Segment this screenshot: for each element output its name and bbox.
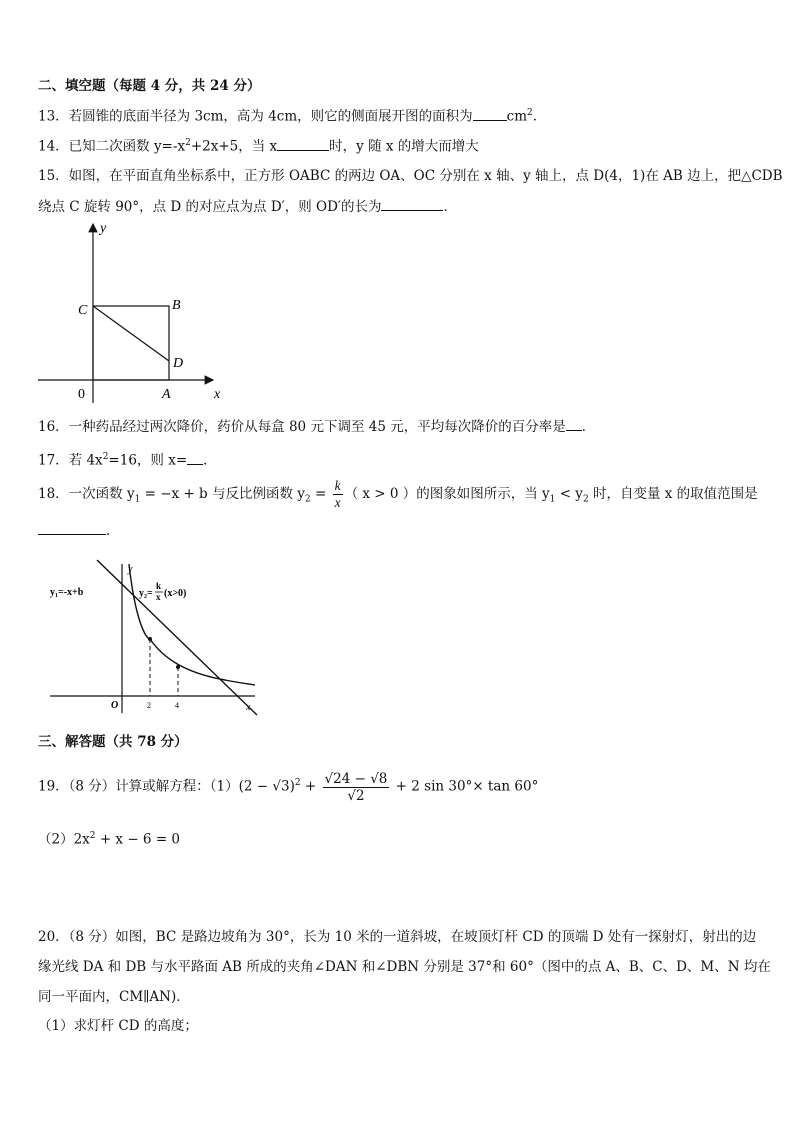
- question-14-sup: 2: [185, 138, 191, 148]
- question-20-line-3-text: 同一平面内，CM∥AN)．: [38, 989, 190, 1005]
- question-14-mid: +2x+5，当 x: [190, 138, 278, 155]
- label-c: C: [78, 303, 88, 318]
- fraction-denominator: √2: [347, 787, 365, 804]
- section-2-title: [38, 76, 260, 96]
- inverse-function-curve: [129, 564, 255, 685]
- fraction-numerator: √24 − √8: [324, 770, 388, 787]
- fraction-numerator: k: [334, 478, 341, 493]
- question-19-part-2: [38, 826, 180, 850]
- question-16-text: 16．一种药品经过两次降价，药价从每盒 80 元下调至 45 元，平均每次降价的百分率是: [38, 419, 566, 435]
- segment-cd: [93, 306, 169, 361]
- question-14: [38, 133, 479, 157]
- question-15-line-1-text: 15．如图，在平面直角坐标系中，正方形 OABC 的两边 OA、OC 分别在 x 轴、y 轴上，点 D(4，1)在 AB 边上，把△CDB: [38, 168, 783, 184]
- figure-18-function-graph: [45, 558, 265, 718]
- question-18-eq: =: [310, 486, 331, 502]
- section-2-title-text: 二、填空题（每题 4 分，共 24 分）: [38, 78, 261, 94]
- answer-blank-16[interactable]: [566, 416, 582, 431]
- question-18-sub2: 2: [304, 494, 311, 505]
- linear-function-line: [97, 560, 257, 715]
- question-18-sub3: 1: [549, 494, 556, 505]
- question-17-mid: =16，则 x=: [108, 452, 188, 469]
- label-d: D: [173, 356, 184, 371]
- label-y: y: [100, 221, 107, 236]
- question-14-pre: 14．已知二次函数 y=-x: [38, 138, 186, 155]
- question-13-unit: cm: [506, 108, 528, 125]
- question-16: [38, 416, 595, 437]
- question-17-sup: 2: [102, 452, 109, 462]
- intersection-point-1: [148, 637, 152, 641]
- question-15-line-2-text: 绕点 C 旋转 90°，点 D 的对应点为点 D′，则 OD′的长为: [38, 199, 382, 215]
- question-19: [38, 766, 538, 804]
- question-17-pre: 17．若 4x: [38, 452, 103, 469]
- fraction-sqrt: [323, 771, 390, 804]
- answer-blank-18[interactable]: [38, 520, 106, 535]
- answer-blank-15[interactable]: [381, 196, 443, 211]
- tick-2: 2: [147, 701, 151, 710]
- label-y: y: [128, 564, 133, 575]
- question-19-part-2-pre: （2）2x: [38, 831, 90, 848]
- question-18-line-2: [38, 520, 120, 541]
- fraction-k-over-x: [333, 478, 343, 511]
- fraction-denominator: x: [334, 495, 341, 510]
- question-19-sup: 2: [294, 778, 301, 788]
- answer-blank-13[interactable]: [473, 106, 507, 121]
- question-15-line-1: [38, 166, 783, 186]
- label-x: x: [214, 387, 221, 402]
- question-19-expr1: (2 − √3): [238, 778, 295, 795]
- question-18-sub4: 2: [582, 494, 589, 505]
- question-19-plus: +: [300, 778, 321, 795]
- question-20-line-2-text: 缘光线 DA 和 DB 与水平路面 AB 所成的夹角∠DAN 和∠DBN 分别是 37°和 60°（图中的点 A、B、C、D、M、N 均在: [38, 959, 771, 975]
- question-15-line-2-end: ．: [443, 199, 457, 215]
- tick-4: 4: [175, 701, 179, 710]
- question-13-end: .: [532, 108, 538, 125]
- label-x: x: [246, 702, 251, 713]
- question-19-part-2-sup: 2: [89, 831, 96, 841]
- answer-blank-17[interactable]: [187, 450, 203, 465]
- square-oabc: [93, 306, 169, 380]
- question-18-sub1: 1: [134, 494, 141, 505]
- label-o: O: [111, 700, 119, 711]
- label-y2-post: (x>0): [164, 588, 187, 599]
- label-y1: y₁=-x+b: [50, 587, 84, 598]
- question-20-line-2: [38, 957, 771, 977]
- question-18: [38, 478, 758, 511]
- question-18-lt: < y: [555, 486, 583, 502]
- question-18-cond: （ x > 0 ）的图象如图所示，当 y: [344, 486, 550, 502]
- question-13-text: 13．若圆锥的底面半径为 3cm，高为 4cm，则它的侧面展开图的面积为: [38, 108, 473, 125]
- question-19-post: + 2 sin 30°× tan 60°: [391, 778, 539, 795]
- label-o: 0: [78, 387, 85, 402]
- question-18-f1: = −x + b 与反比例函数 y: [140, 486, 305, 502]
- question-16-end: ．: [581, 419, 596, 435]
- section-3-title: [38, 732, 188, 752]
- question-14-post: 时，y 随 x 的增大而增大: [329, 138, 479, 155]
- question-13: [38, 103, 537, 127]
- question-13-unit-sup: 2: [527, 108, 533, 118]
- question-20-line-1: [38, 927, 756, 947]
- question-18-post: 时，自变量 x 的取值范围是: [588, 486, 758, 502]
- question-18-pre: 18．一次函数 y: [38, 486, 135, 502]
- question-20-line-1-text: 20．（8 分）如图，BC 是路边坡角为 30°，长为 10 米的一道斜坡，在坡顶灯杆 CD 的顶端 D 处有一探射灯，射出的边: [38, 929, 757, 945]
- question-19-pre: 19．（8 分）计算或解方程：（1）: [38, 778, 239, 795]
- label-y2-den: x: [156, 592, 161, 602]
- question-20-line-3: [38, 987, 190, 1007]
- question-20-line-4: [38, 1016, 198, 1036]
- intersection-point-2: [176, 665, 180, 669]
- label-y2-num: k: [156, 581, 162, 591]
- section-3-title-text: 三、解答题（共 78 分）: [38, 734, 188, 750]
- figure-15-coordinate-square: [30, 218, 230, 404]
- label-b: B: [172, 298, 181, 313]
- question-17: [38, 447, 217, 471]
- label-a: A: [162, 387, 171, 402]
- answer-blank-14[interactable]: [277, 136, 329, 151]
- question-15-line-2: [38, 196, 457, 217]
- question-20-line-4-text: （1）求灯杆 CD 的高度；: [38, 1018, 198, 1034]
- question-17-end: ．: [203, 452, 217, 469]
- question-18-end: ．: [106, 523, 120, 539]
- question-19-part-2-post: + x − 6 = 0: [95, 831, 181, 848]
- label-y2-pre: y₂=: [139, 588, 153, 599]
